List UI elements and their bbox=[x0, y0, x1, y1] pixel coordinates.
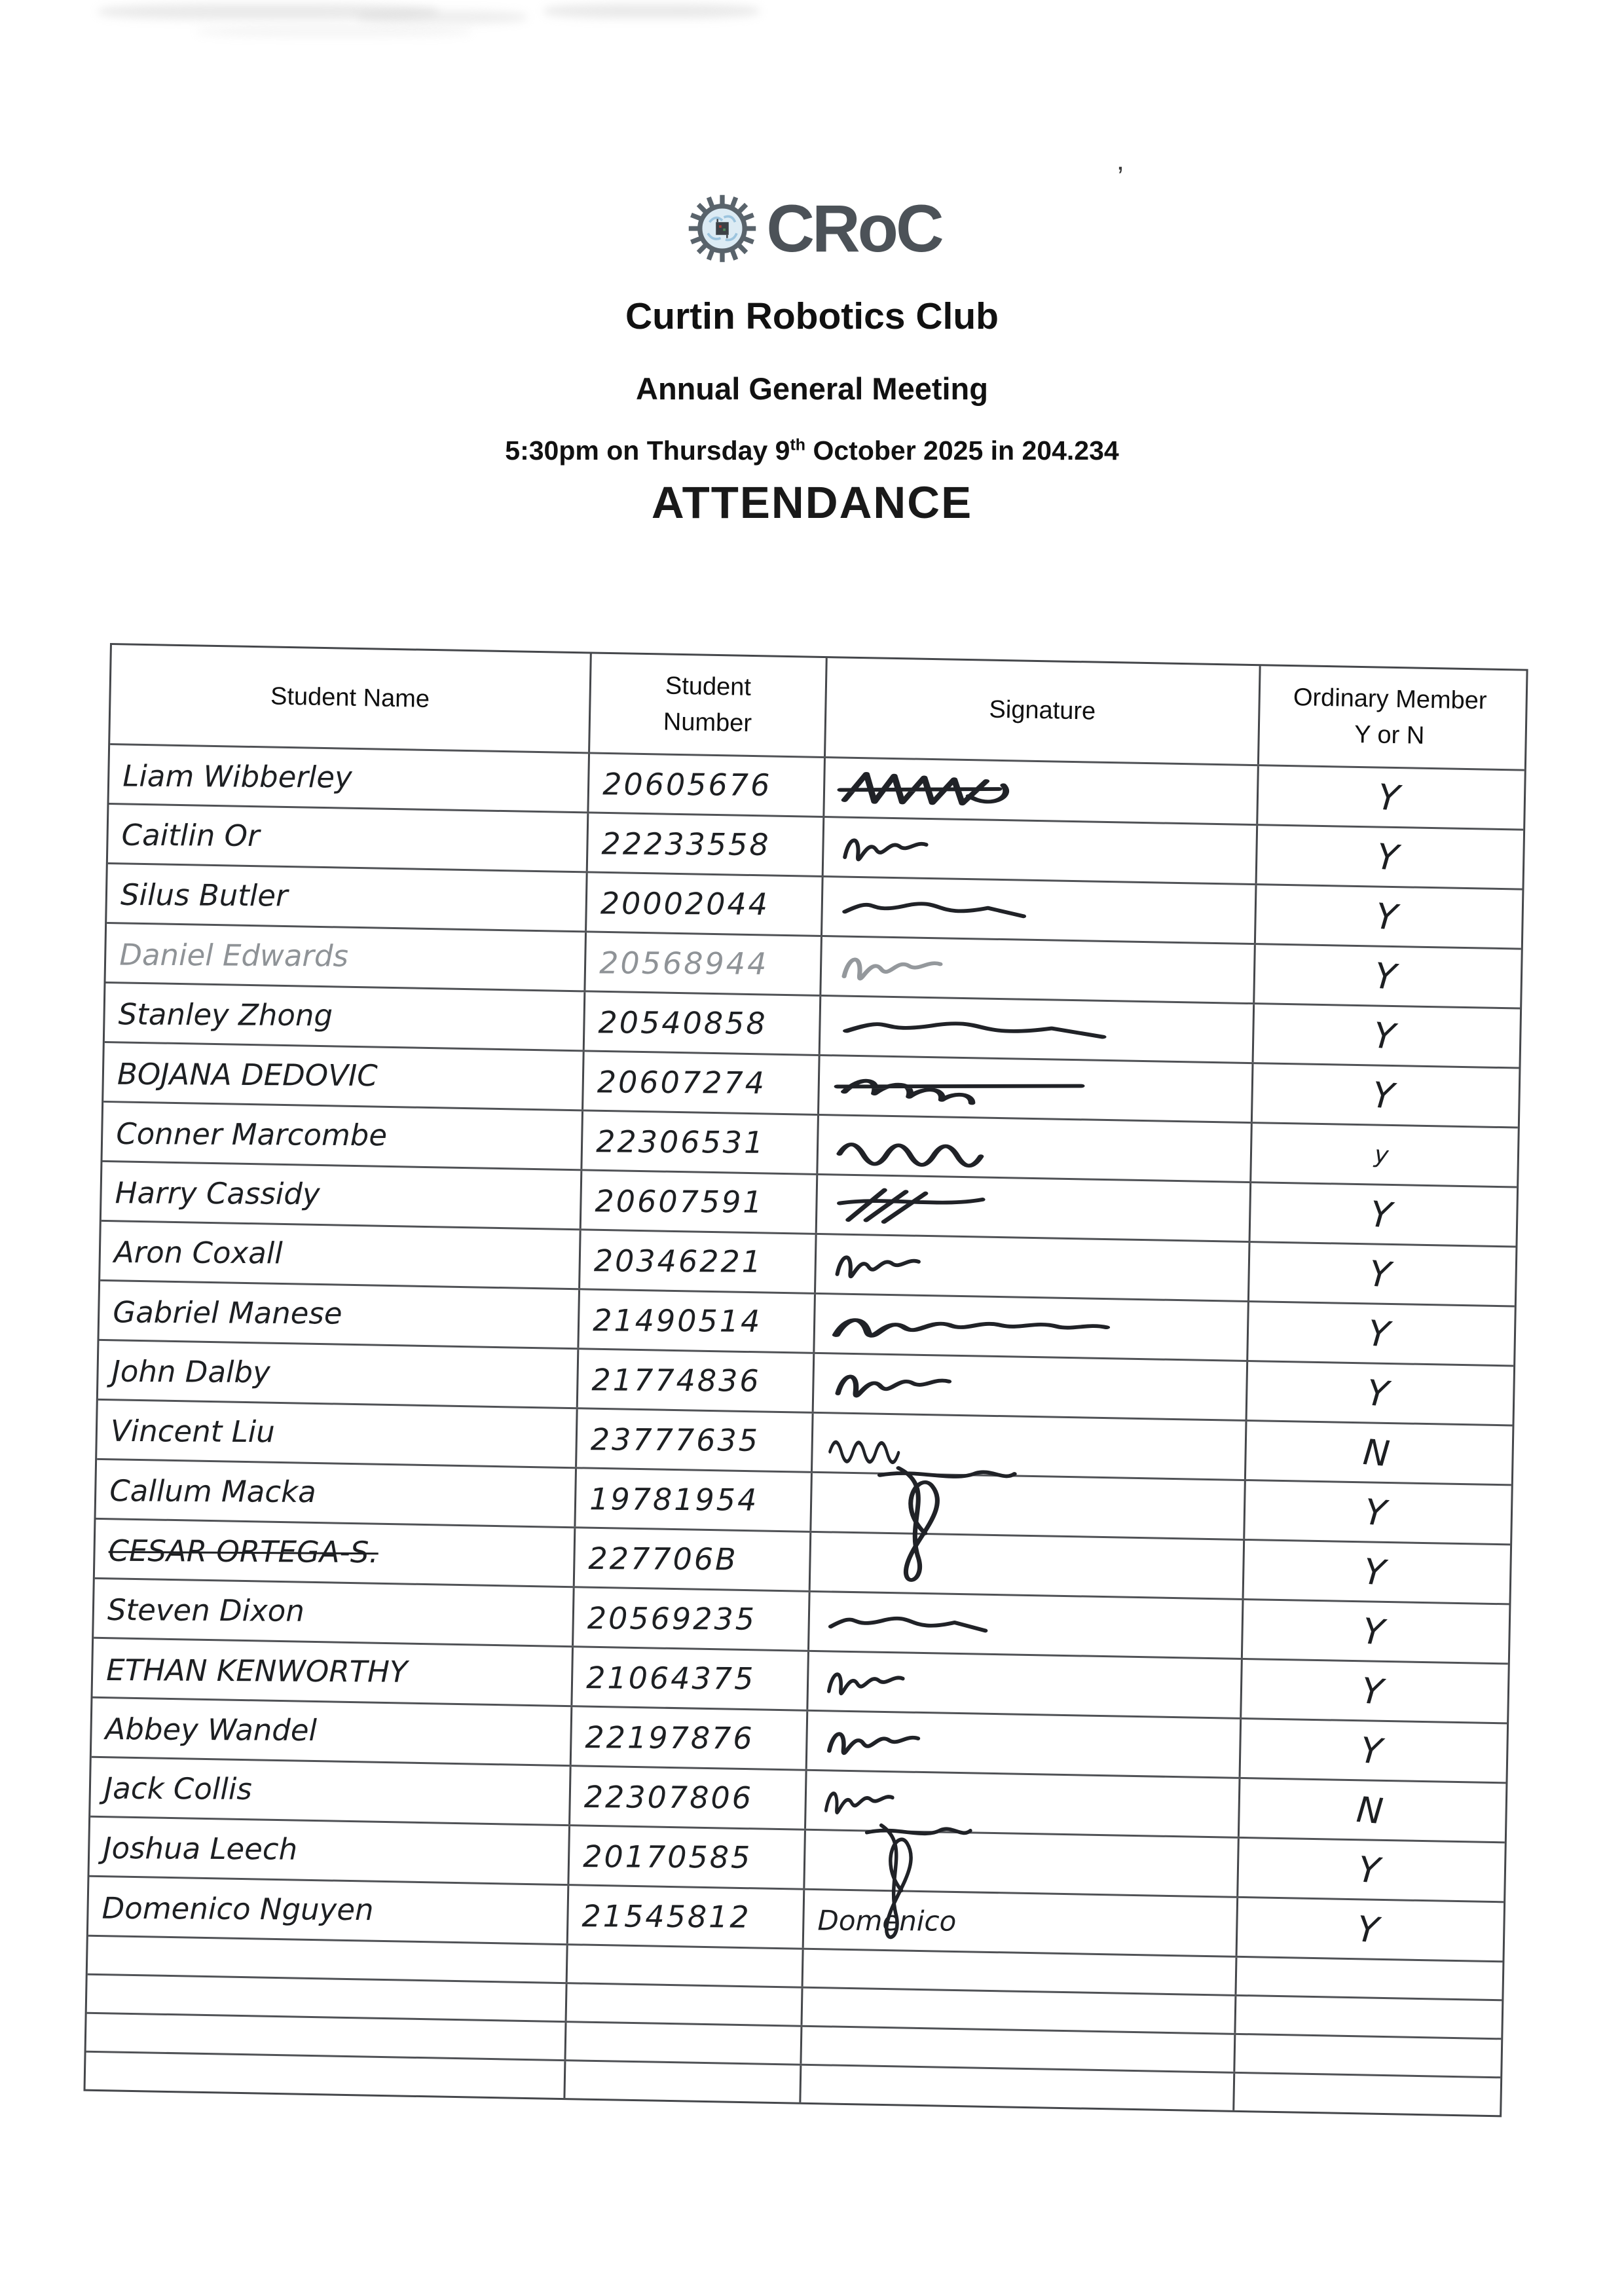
signature-scribble bbox=[834, 1005, 1116, 1051]
signature-cell bbox=[821, 937, 1256, 1002]
signature-scribble bbox=[828, 1303, 1117, 1349]
member-mark: Y bbox=[1365, 1312, 1392, 1355]
gear-brain-icon bbox=[682, 189, 762, 268]
signature-scribble bbox=[826, 1422, 931, 1465]
member-cell bbox=[1257, 826, 1518, 888]
student-name: Silus Butler bbox=[120, 877, 288, 913]
student-name: Aron Coxall bbox=[113, 1234, 283, 1270]
student-name-cell bbox=[101, 1162, 582, 1228]
member-mark: Y bbox=[1368, 1192, 1393, 1236]
empty-cell bbox=[1234, 2074, 1494, 2115]
student-name-cell bbox=[88, 1877, 569, 1943]
empty-cell bbox=[568, 1945, 804, 1987]
student-name-cell bbox=[93, 1639, 574, 1705]
student-number-cell bbox=[577, 1409, 814, 1471]
signature-scribble bbox=[850, 1463, 1023, 1598]
student-name-cell bbox=[90, 1818, 570, 1884]
student-number-cell bbox=[588, 813, 825, 875]
member-cell bbox=[1246, 1422, 1507, 1484]
student-name-cell bbox=[106, 924, 587, 990]
student-number: 22306531 bbox=[596, 1124, 766, 1160]
student-number-cell bbox=[572, 1647, 809, 1710]
student-number: 22197876 bbox=[585, 1719, 754, 1756]
page-title: Curtin Robotics Club bbox=[625, 295, 999, 337]
student-number: 20569235 bbox=[587, 1600, 757, 1637]
empty-cell bbox=[802, 2027, 1236, 2072]
student-number-cell bbox=[572, 1707, 809, 1769]
member-mark: Y bbox=[1356, 1848, 1382, 1892]
student-number: 22233558 bbox=[601, 826, 771, 862]
student-number: 20605676 bbox=[602, 766, 772, 803]
signature-scribble bbox=[832, 1124, 1048, 1169]
member-cell bbox=[1253, 1064, 1513, 1126]
student-name-cell bbox=[100, 1281, 580, 1348]
member-mark: Y bbox=[1358, 1729, 1384, 1772]
signature-cell bbox=[811, 1473, 1246, 1539]
student-number-cell bbox=[570, 1767, 807, 1829]
student-number: 19781954 bbox=[589, 1481, 759, 1518]
empty-cell bbox=[565, 2061, 802, 2102]
student-name: John Dalby bbox=[111, 1353, 270, 1389]
student-name-cell bbox=[105, 983, 585, 1050]
signature-scribble bbox=[838, 767, 1075, 812]
student-number: 20540858 bbox=[598, 1004, 767, 1041]
member-mark: Y bbox=[1375, 835, 1400, 879]
student-name: Steven Dixon bbox=[107, 1592, 304, 1628]
student-number: 20170585 bbox=[583, 1839, 752, 1875]
student-number-cell bbox=[580, 1230, 817, 1293]
member-cell bbox=[1251, 1124, 1512, 1186]
student-number: 21490514 bbox=[593, 1302, 762, 1339]
scan-smudge bbox=[544, 4, 760, 18]
signature-scribble bbox=[837, 826, 982, 870]
signature-scribble bbox=[822, 1601, 993, 1645]
signature-scribble bbox=[827, 1363, 1024, 1406]
member-cell bbox=[1248, 1302, 1509, 1365]
student-number-cell bbox=[578, 1349, 815, 1412]
signature-scribble bbox=[821, 1720, 978, 1763]
student-name: Callum Macka bbox=[109, 1473, 316, 1509]
member-mark: Y bbox=[1360, 1609, 1386, 1653]
student-name-cell bbox=[90, 1758, 571, 1824]
student-name-cell bbox=[94, 1579, 574, 1645]
signature-cell bbox=[814, 1354, 1249, 1420]
student-name: Stanley Zhong bbox=[118, 996, 333, 1033]
empty-cell bbox=[802, 1989, 1236, 2033]
signature-text: Domenico bbox=[817, 1903, 957, 1937]
student-name: Conner Marcombe bbox=[116, 1116, 388, 1152]
student-number: 20607274 bbox=[597, 1064, 767, 1101]
signature-cell bbox=[824, 758, 1259, 824]
member-mark: Y bbox=[1359, 1669, 1385, 1713]
student-number: 20607591 bbox=[595, 1183, 764, 1220]
signature-cell bbox=[817, 1175, 1252, 1241]
student-name: CESAR ORTEGA-S. bbox=[108, 1533, 378, 1570]
student-number: 20002044 bbox=[600, 885, 770, 922]
member-mark: Y bbox=[1362, 1490, 1388, 1534]
member-cell bbox=[1254, 1004, 1515, 1067]
member-cell bbox=[1251, 1183, 1511, 1245]
empty-cell bbox=[567, 1984, 803, 2025]
logo-text: CRoC bbox=[766, 191, 942, 266]
page-header bbox=[0, 185, 1624, 528]
signature-cell bbox=[819, 1056, 1254, 1122]
page-subtitle: Annual General Meeting bbox=[636, 371, 988, 406]
student-name: Daniel Edwards bbox=[119, 936, 349, 974]
student-name: Harry Cassidy bbox=[115, 1175, 320, 1211]
signature-cell bbox=[821, 997, 1255, 1062]
student-number-cell bbox=[583, 1052, 821, 1114]
student-name: Abbey Wandel bbox=[105, 1711, 318, 1748]
student-number: 227706B bbox=[588, 1541, 738, 1577]
empty-cell bbox=[1236, 1996, 1496, 2038]
student-number-cell bbox=[569, 1826, 806, 1888]
signature-scribble bbox=[832, 1065, 1088, 1110]
student-number-cell bbox=[582, 1111, 819, 1173]
student-name-cell bbox=[107, 864, 587, 930]
student-number-cell bbox=[575, 1528, 812, 1590]
member-cell bbox=[1249, 1243, 1510, 1305]
student-number-cell bbox=[579, 1290, 816, 1352]
student-number-cell bbox=[581, 1171, 819, 1233]
signature-scribble bbox=[835, 946, 1006, 989]
member-mark: y bbox=[1373, 1141, 1390, 1169]
scan-artifact: ’ bbox=[1117, 161, 1124, 193]
student-name-cell bbox=[103, 1103, 583, 1169]
signature-scribble bbox=[819, 1780, 938, 1822]
member-cell bbox=[1256, 885, 1517, 947]
member-cell bbox=[1245, 1481, 1505, 1543]
student-number-cell bbox=[585, 992, 822, 1054]
student-name-cell bbox=[95, 1520, 576, 1586]
signature-scribble bbox=[830, 1184, 1027, 1228]
scan-smudge bbox=[196, 26, 471, 37]
member-cell bbox=[1255, 945, 1515, 1007]
signature-scribble bbox=[843, 1821, 977, 1955]
signature-scribble bbox=[822, 1661, 953, 1704]
scan-smudge bbox=[357, 10, 527, 24]
member-mark: Y bbox=[1372, 954, 1398, 998]
member-cell bbox=[1241, 1719, 1502, 1782]
signature-cell bbox=[824, 818, 1259, 883]
student-name: Joshua Leech bbox=[103, 1830, 298, 1867]
student-number-cell bbox=[574, 1588, 811, 1650]
member-mark: Y bbox=[1375, 775, 1401, 819]
signature-cell bbox=[809, 1592, 1244, 1658]
student-number: 22307806 bbox=[583, 1779, 754, 1816]
student-name-cell bbox=[98, 1341, 579, 1407]
signature-cell bbox=[818, 1116, 1253, 1181]
student-name: BOJANA DEDOVIC bbox=[117, 1056, 378, 1093]
empty-cell bbox=[801, 2066, 1235, 2110]
member-cell bbox=[1243, 1600, 1504, 1662]
member-mark: N bbox=[1361, 1431, 1392, 1475]
student-number-cell bbox=[576, 1469, 813, 1531]
student-name-cell bbox=[100, 1222, 581, 1288]
member-cell bbox=[1258, 766, 1519, 828]
student-name: Liam Wibberley bbox=[122, 758, 352, 795]
member-mark: Y bbox=[1370, 1073, 1395, 1117]
student-name: ETHAN KENWORTHY bbox=[106, 1652, 408, 1689]
signature-cell bbox=[807, 1712, 1242, 1777]
member-mark: Y bbox=[1365, 1371, 1390, 1415]
empty-cell bbox=[803, 1950, 1238, 1994]
student-name: Caitlin Or bbox=[121, 817, 260, 853]
empty-cell bbox=[566, 2023, 802, 2064]
student-name: Jack Collis bbox=[103, 1771, 252, 1807]
signature-cell bbox=[822, 877, 1257, 943]
member-mark: Y bbox=[1373, 894, 1399, 938]
student-name-cell bbox=[109, 745, 590, 811]
member-mark: N bbox=[1354, 1788, 1385, 1832]
student-number: 20346221 bbox=[593, 1243, 764, 1279]
student-number-cell bbox=[587, 873, 824, 935]
student-number-cell bbox=[585, 932, 822, 995]
student-name: Gabriel Manese bbox=[113, 1294, 342, 1331]
member-cell bbox=[1240, 1779, 1500, 1841]
signature-cell bbox=[808, 1652, 1243, 1717]
column-header: Ordinary Member Y or N bbox=[1293, 684, 1487, 750]
signature-cell bbox=[805, 1831, 1240, 1896]
member-mark: Y bbox=[1367, 1252, 1392, 1296]
student-number-cell bbox=[568, 1886, 805, 1948]
signature-cell bbox=[816, 1235, 1251, 1300]
member-mark: Y bbox=[1361, 1550, 1387, 1594]
student-number: 20568944 bbox=[599, 945, 769, 982]
column-header: Student Name bbox=[110, 645, 592, 752]
member-cell bbox=[1247, 1362, 1508, 1424]
student-name: Domenico Nguyen bbox=[101, 1890, 374, 1927]
empty-cell bbox=[1236, 1958, 1496, 1999]
column-header: Student Number bbox=[590, 653, 828, 756]
signature-scribble bbox=[836, 886, 1033, 930]
column-header: Signature bbox=[826, 658, 1261, 764]
student-name-cell bbox=[92, 1698, 572, 1765]
member-cell bbox=[1244, 1541, 1505, 1603]
signature-scribble bbox=[829, 1243, 974, 1287]
attendance-table bbox=[83, 643, 1528, 2117]
croc-logo bbox=[682, 185, 941, 272]
member-cell bbox=[1242, 1660, 1502, 1722]
member-mark: Y bbox=[1371, 1014, 1397, 1057]
student-number: 23777635 bbox=[590, 1422, 760, 1458]
attendance-heading: ATTENDANCE bbox=[651, 477, 973, 528]
student-name-cell bbox=[96, 1460, 577, 1526]
member-mark: Y bbox=[1355, 1907, 1380, 1951]
student-name-cell bbox=[108, 805, 589, 871]
member-cell bbox=[1238, 1839, 1499, 1901]
student-name: Vincent Liu bbox=[110, 1413, 275, 1449]
empty-cell bbox=[1235, 2035, 1495, 2076]
student-number: 21064375 bbox=[586, 1660, 756, 1697]
student-number: 21545812 bbox=[581, 1898, 751, 1935]
student-number: 21774836 bbox=[591, 1362, 761, 1399]
signature-cell bbox=[815, 1294, 1249, 1360]
meeting-datetime: 5:30pm on Thursday 9th October 2025 in 204.234 bbox=[505, 435, 1119, 466]
student-name-cell bbox=[103, 1043, 584, 1109]
student-number-cell bbox=[589, 754, 826, 816]
student-name-cell bbox=[97, 1401, 578, 1467]
member-cell bbox=[1238, 1898, 1498, 1960]
